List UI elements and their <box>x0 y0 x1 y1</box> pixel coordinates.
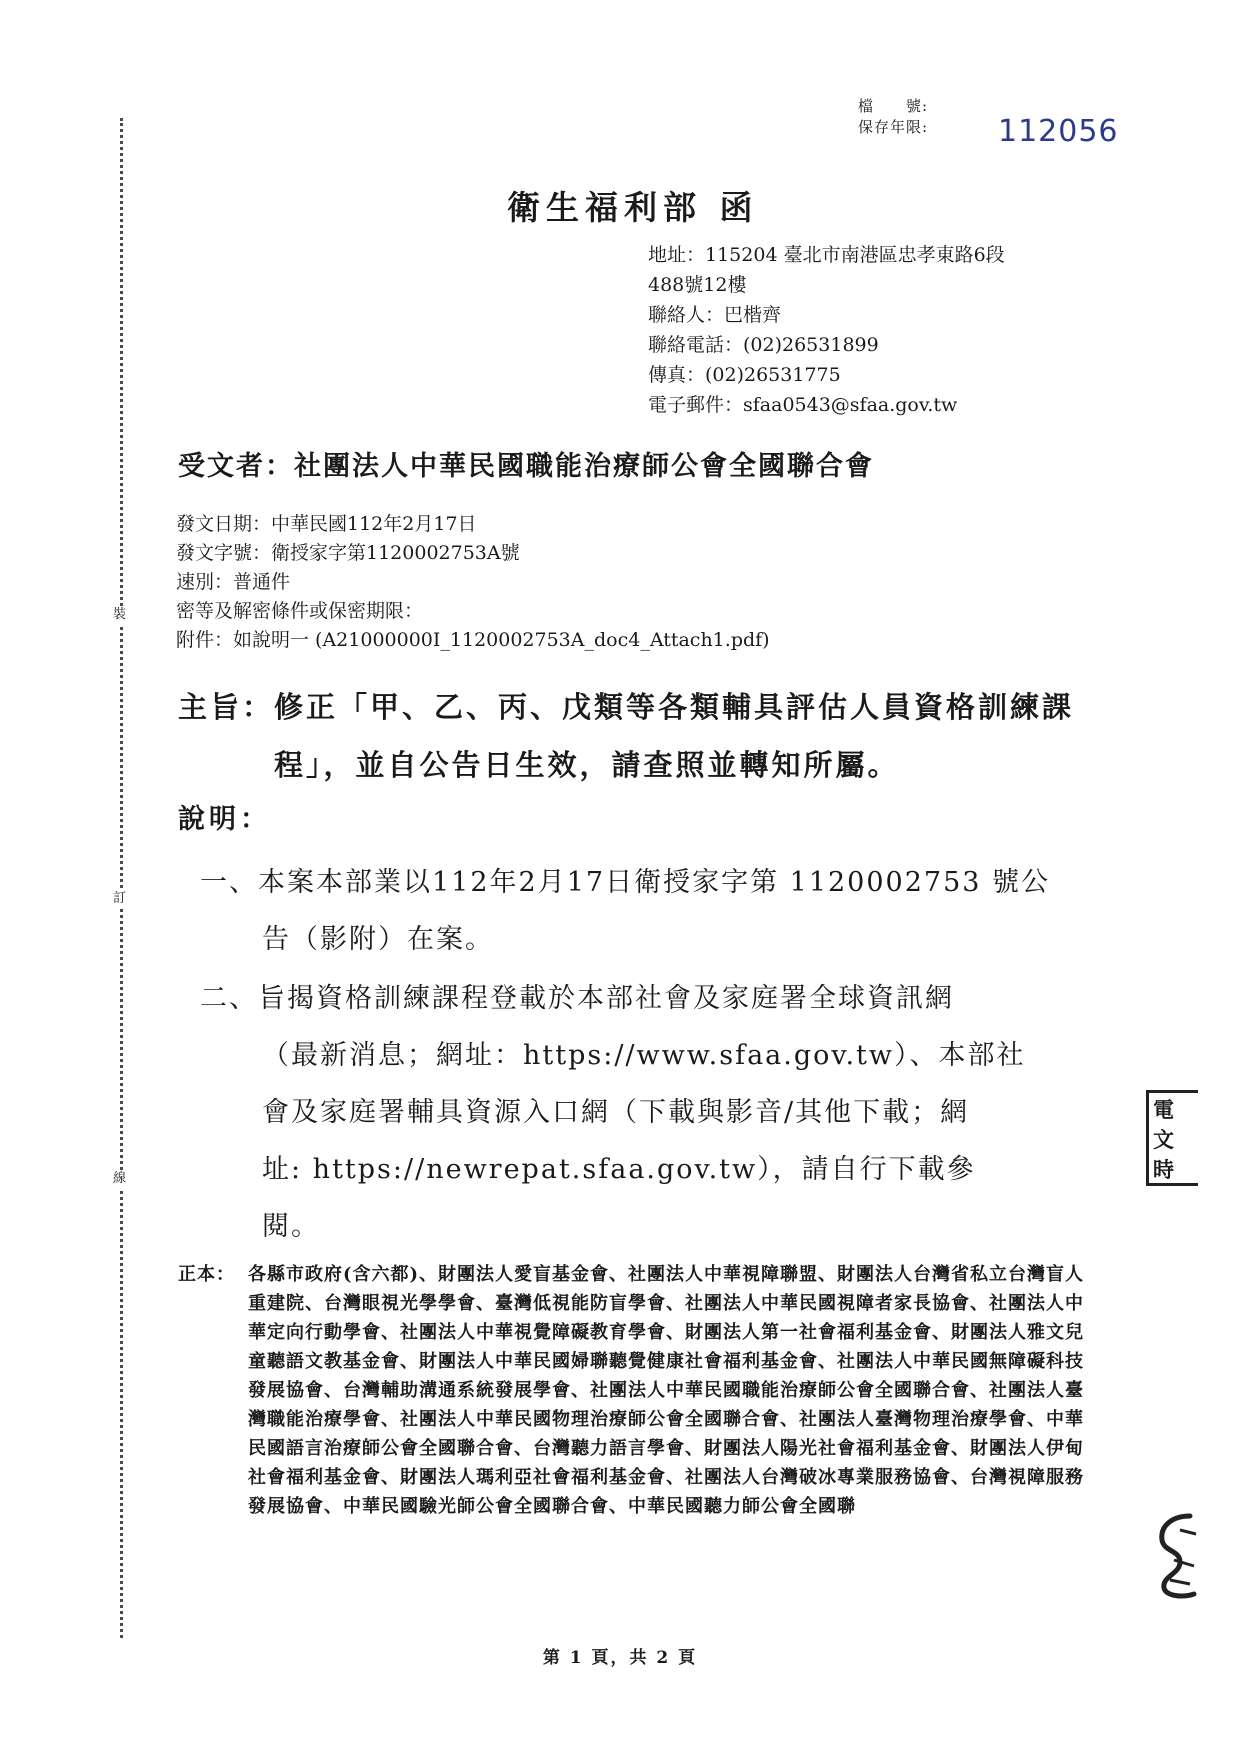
issue-number: 發文字號：衛授家字第1120002753A號 <box>176 542 520 564</box>
file-code: 112056 <box>998 114 1119 149</box>
item-2-line-4: 址: https://newrepat.sfaa.gov.tw），請自行下載參 <box>262 1154 976 1185</box>
retention-period-label: 保存年限: <box>858 118 929 136</box>
attachment: 附件：如說明一 (A21000000I_1120002753A_doc4_Attach1.pdf) <box>176 629 770 651</box>
binding-mark-ding: 訂 <box>113 891 127 906</box>
subject-line-2: 程」，並自公告日生效，請查照並轉知所屬。 <box>274 748 900 782</box>
item-1-line-1: 一、本案本部業以112年2月17日衛授家字第 1120002753 號公 <box>200 867 1051 898</box>
binding-mark-zhuang: 裝 <box>113 607 127 622</box>
page-number: 第 1 頁，共 2 頁 <box>542 1648 698 1668</box>
contact-email: 電子郵件：sfaa0543@sfaa.gov.tw <box>648 394 958 416</box>
stamp-char-3: 時 <box>1153 1157 1174 1182</box>
subject-line-1: 主旨：修正「甲、乙、丙、戊類等各類輔具評估人員資格訓練課 <box>178 690 1075 724</box>
electronic-stamp <box>1146 1090 1198 1186</box>
binding-margin-line <box>120 118 123 1638</box>
binding-mark-xian: 線 <box>113 1171 127 1186</box>
issue-date: 發文日期：中華民國112年2月17日 <box>176 513 477 535</box>
item-2-line-3: 會及家庭署輔具資源入口網（下載與影音/其他下載；網 <box>262 1097 970 1128</box>
recipient: 受文者：社團法人中華民國職能治療師公會全國聯合會 <box>178 451 874 482</box>
file-number-label: 檔 號: <box>858 97 929 115</box>
description-heading: 說明： <box>178 804 271 835</box>
contact-phone: 聯絡電話：(02)26531899 <box>648 334 879 356</box>
file-info-labels <box>858 96 928 138</box>
address-line: 地址：115204 臺北市南港區忠孝東路6段 <box>648 244 1005 266</box>
subject <box>178 678 1078 794</box>
document-title: 衛生福利部 函 <box>507 188 759 227</box>
item-2-line-1: 二、旨揭資格訓練課程登載於本部社會及家庭署全球資訊網 <box>200 983 954 1014</box>
stamp-char-1: 電 <box>1153 1097 1174 1122</box>
document-metadata <box>176 510 770 655</box>
address-line-2: 488號12樓 <box>648 274 747 296</box>
secrecy-level: 密等及解密條件或保密期限： <box>176 600 424 622</box>
item-2-line-2: （最新消息；網址：https://www.sfaa.gov.tw）、本部社 <box>262 1040 1026 1071</box>
contact-fax: 傳真：(02)26531775 <box>648 364 841 386</box>
delivery-speed: 速別：普通件 <box>176 571 291 593</box>
item-1-line-2: 告（影附）在案。 <box>262 924 494 955</box>
contact-person: 聯絡人：巴楷齊 <box>648 304 782 326</box>
copy-recipients-list: 各縣市政府(含六都)、財團法人愛盲基金會、社團法人中華視障聯盟、財團法人台灣省私立台灣盲人重建院、台灣眼視光學學會、臺灣低視能防盲學會、社團法人中華民國視障者家長協會、社團法人中華定向行動學會、社團法人中華視覺障礙教育學會、財團法人第一社會福利基金會、財團法人雅文兒童聽語文教基金會、財團法人中華民國婦聯聽覺健康社會福利基金會、社團法人中華民國無障礙科技發展協會、台灣輔助溝通系統發展學會、社團法人中華民國職能治療師公會全國聯合會、社團法人臺灣職能治療學會、社團法人中華民國物理治療師公會全國聯合會、社團法人臺灣物理治療學會、中華民國語言治療師公會全國聯合會、台灣聽力語言學會、財團法人陽光社會福利基金會、財團法人伊甸社會福利基金會、財團法人瑪利亞社會福利基金會、社團法人台灣破冰專業服務協會、台灣視障服務發展協會、中華民國驗光師公會全國聯合會、中華民國聽力師公會全國聯 <box>248 1264 1085 1517</box>
seal-mark-icon <box>1150 1510 1202 1600</box>
copy-recipients <box>178 1260 1088 1521</box>
description-item-1 <box>200 854 1100 968</box>
item-2-line-5: 閱。 <box>262 1211 320 1242</box>
description-item-2 <box>200 970 1100 1255</box>
stamp-char-2: 文 <box>1153 1127 1174 1152</box>
sender-contact-block <box>648 240 1005 420</box>
copy-recipients-label: 正本： <box>178 1264 235 1285</box>
